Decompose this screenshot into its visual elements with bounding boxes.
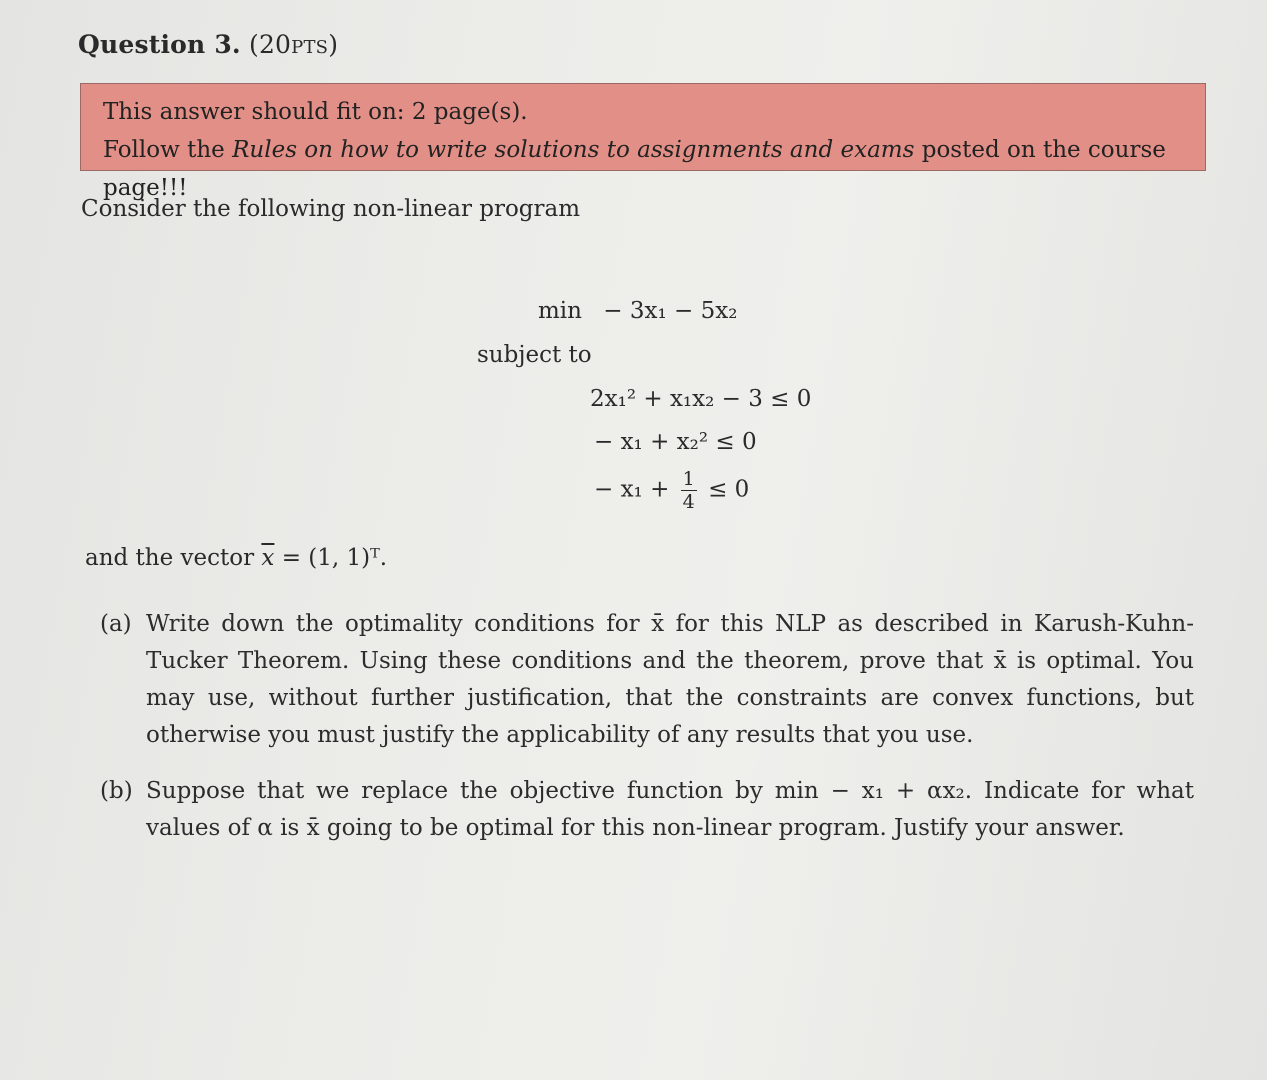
part-b-text: Suppose that we replace the objective function by min − x₁ + αx₂. Indicate for what values of α is x̄ going to be optimal for this non-linear program. Justify your answer. <box>146 778 1194 841</box>
xbar-symbol: $\overline{x}$ <box>261 545 275 571</box>
notice-line-1: This answer should fit on: 2 page(s). <box>103 99 528 125</box>
vector-definition <box>85 545 387 571</box>
question-points: (20pts) <box>249 30 339 59</box>
vector-prefix: and the vector <box>85 545 262 571</box>
part-a-text: Write down the optimality conditions for x̄ for this NLP as described in Karush-Kuhn-Tucker Theorem. Using these conditions and the theorem, prove that x̄ is optimal. You may use, without further justification, that the constraints are convex functions, but otherwise you must justify the applicability of any results that you use. <box>146 611 1194 748</box>
part-a-label: (a) <box>100 611 132 637</box>
intro-text: Consider the following non-linear program <box>81 196 581 222</box>
vector-value: = (1, 1)ᵀ. <box>281 545 388 571</box>
constraint-1: 2x₁² + x₁x₂ − 3 ≤ 0 <box>590 386 812 412</box>
question-header <box>78 30 338 59</box>
answer-length-notice <box>80 83 1206 201</box>
objective-keyword: min <box>538 298 582 324</box>
objective-line <box>538 298 737 324</box>
part-a <box>100 606 1194 754</box>
constraint-3 <box>594 468 749 513</box>
constraint-3-left: − x₁ + <box>594 476 670 503</box>
part-b <box>100 773 1194 847</box>
question-label: Question 3. <box>78 30 241 59</box>
part-b-label: (b) <box>100 778 133 804</box>
notice-prefix: Follow the <box>103 137 233 163</box>
fraction-one-quarter <box>681 468 697 513</box>
subject-to-label: subject to <box>477 342 592 368</box>
constraint-2: − x₁ + x₂² ≤ 0 <box>594 429 757 455</box>
fraction-denominator: 4 <box>682 491 695 513</box>
constraint-3-right: ≤ 0 <box>708 476 750 503</box>
fraction-numerator: 1 <box>682 468 695 490</box>
objective-expression: − 3x₁ − 5x₂ <box>603 298 738 324</box>
rules-reference: Rules on how to write solutions to assignments and exams <box>232 137 915 163</box>
notice-suffix: posted on the course page!!! <box>103 137 1166 201</box>
